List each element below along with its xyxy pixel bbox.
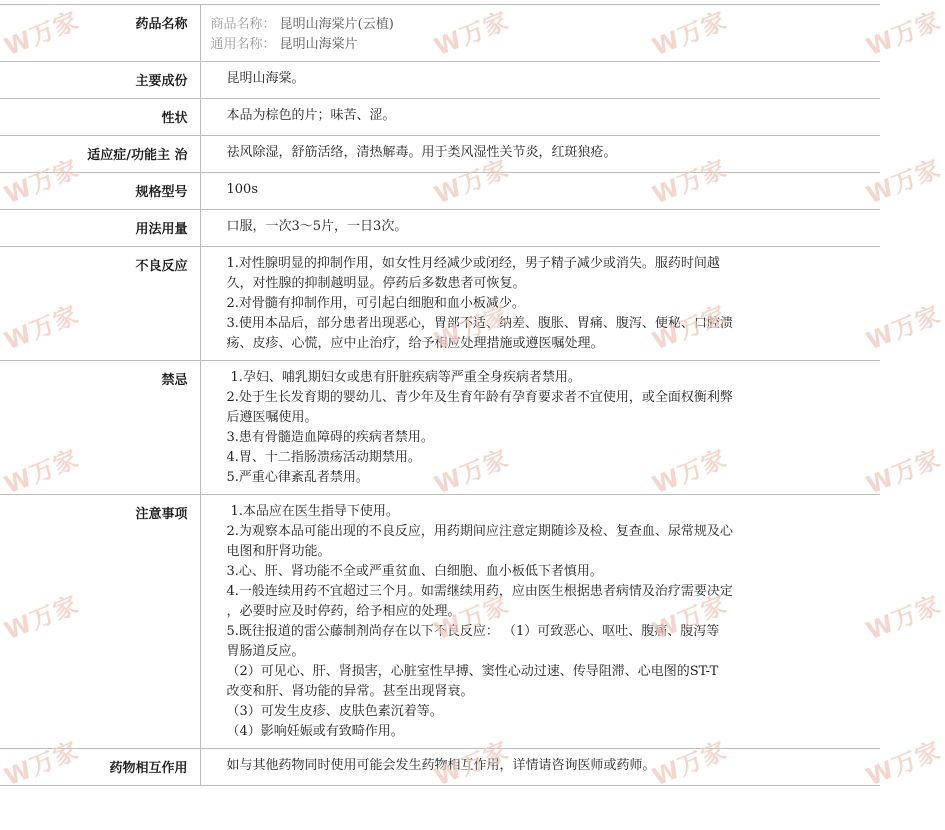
watermark-logo: W万家 <box>0 590 83 646</box>
watermark-logo: W万家 <box>648 590 731 646</box>
row-ingredients <box>0 62 880 99</box>
watermark-logo: W万家 <box>648 154 731 210</box>
watermark-logo: W万家 <box>0 444 83 500</box>
watermark-logo: W万家 <box>0 154 83 210</box>
value-spec: 100s <box>200 173 880 210</box>
watermark-logo: W万家 <box>430 444 513 500</box>
text-line: 4.胃、十二指肠溃疡活动期禁用。 <box>226 450 421 465</box>
text-line: 疡、皮疹、心慌，应中止治疗，给予相应处理措施或遵医嘱处理。 <box>226 336 604 351</box>
watermark-logo: W万家 <box>0 736 83 792</box>
text-line: ，必要时应及时停药，给予相应的处理。 <box>226 604 461 619</box>
value-precautions <box>200 495 880 749</box>
label-dosage: 用法用量 <box>0 210 200 247</box>
watermark-logo: W万家 <box>430 590 513 646</box>
text-line: 3.使用本品后，部分患者出现恶心，胃部不适、纳差、腹胀、胃痛、腹泻、便秘、口腔溃 <box>226 316 733 331</box>
value-drug-name <box>200 5 880 62</box>
text-line: 3.患有骨髓造血障碍的疾病者禁用。 <box>226 430 434 445</box>
row-spec <box>0 173 880 210</box>
text-line: 2.处于生长发育期的婴幼儿、青少年及生育年龄有孕育要求者不宜使用，或全面权衡利弊 <box>226 390 733 405</box>
text-line: 2.对骨髓有抑制作用，可引起白细胞和血小板减少。 <box>226 296 525 311</box>
watermark-logo: W万家 <box>862 736 945 792</box>
generic-name-key: 通用名称： <box>210 37 276 52</box>
watermark-logo: W万家 <box>862 444 945 500</box>
value-indication: 祛风除湿，舒筋活络，清热解毒。用于类风湿性关节炎，红斑狼疮。 <box>200 136 880 173</box>
label-ingredients: 主要成份 <box>0 62 200 99</box>
watermark-logo: W万家 <box>0 6 83 62</box>
watermark-logo: W万家 <box>862 590 945 646</box>
trade-name <box>211 15 781 35</box>
watermark-logo: W万家 <box>862 154 945 210</box>
watermark-logo: W万家 <box>430 300 513 356</box>
generic-name-value: 昆明山海棠片 <box>279 37 358 52</box>
value-dosage: 口服，一次3～5片，一日3次。 <box>200 210 880 247</box>
text-line: 改变和肝、肾功能的异常。甚至出现肾衰。 <box>226 684 474 699</box>
watermark-logo: W万家 <box>862 300 945 356</box>
text-line: 3.心、肝、肾功能不全或严重贫血、白细胞、血小板低下者慎用。 <box>226 564 603 579</box>
label-spec: 规格型号 <box>0 173 200 210</box>
text-line: （3）可发生皮疹、皮肤色素沉着等。 <box>226 704 443 719</box>
text-line: 1.本品应在医生指导下使用。 <box>230 504 399 519</box>
label-appearance: 性状 <box>0 99 200 136</box>
generic-name <box>211 35 781 55</box>
label-interactions: 药物相互作用 <box>0 749 200 786</box>
watermark-logo: W万家 <box>430 6 513 62</box>
text-line: 2.为观察本品可能出现的不良反应，用药期间应注意定期随诊及检、复查血、尿常规及心 <box>226 524 733 539</box>
text-line: 久，对性腺的抑制越明显。停药后多数患者可恢复。 <box>226 276 526 291</box>
value-interactions: 如与其他药物同时使用可能会发生药物相互作用，详情请咨询医师或药师。 <box>200 749 880 786</box>
text-line: 电图和肝肾功能。 <box>226 544 331 559</box>
row-interactions <box>0 749 880 786</box>
watermark-logo: W万家 <box>430 154 513 210</box>
text-line: 1.对性腺明显的抑制作用，如女性月经减少或闭经，男子精子减少或消失。服药时间越 <box>226 256 720 271</box>
watermark-logo: W万家 <box>862 6 945 62</box>
value-ingredients: 昆明山海棠。 <box>200 62 880 99</box>
text-line: 胃肠道反应。 <box>226 644 305 659</box>
label-contraindications: 禁忌 <box>0 361 200 495</box>
drug-info-table <box>0 4 880 786</box>
text-line: 1.孕妇、哺乳期妇女或患有肝脏疾病等严重全身疾病者禁用。 <box>230 370 581 385</box>
value-contraindications <box>200 361 880 495</box>
text-line: 5.既往报道的雷公藤制剂尚存在以下不良反应： （1）可致恶心、呕吐、腹痛、腹泻等 <box>226 624 720 639</box>
watermark-logo: W万家 <box>648 300 731 356</box>
text-line: 4.一般连续用药不宜超过三个月。如需继续用药，应由医生根据患者病情及治疗需要决定 <box>226 584 733 599</box>
row-contraindications <box>0 361 880 495</box>
label-indication-line: 适应症/功能主 <box>87 148 170 163</box>
row-dosage <box>0 210 880 247</box>
text-line: 5.严重心律紊乱者禁用。 <box>226 470 369 485</box>
row-drug-name <box>0 5 880 62</box>
label-precautions: 注意事项 <box>0 495 200 749</box>
row-precautions <box>0 495 880 749</box>
label-drug-name: 药品名称 <box>0 5 200 62</box>
text-line: （4）影响妊娠或有致畸作用。 <box>226 724 404 739</box>
trade-name-value: 昆明山海棠片(云植) <box>279 17 394 32</box>
watermark-logo: W万家 <box>430 736 513 792</box>
watermark-logo: W万家 <box>648 6 731 62</box>
label-indication <box>0 136 200 173</box>
row-appearance <box>0 99 880 136</box>
row-indication <box>0 136 880 173</box>
trade-name-key: 商品名称： <box>210 17 276 32</box>
text-line: （2）可见心、肝、肾损害，心脏室性早搏、窦性心动过速、传导阻滞、心电图的ST-T <box>226 664 719 679</box>
watermark-logo: W万家 <box>648 736 731 792</box>
label-adverse: 不良反应 <box>0 247 200 361</box>
watermark-logo: W万家 <box>648 444 731 500</box>
text-line: 后遵医嘱使用。 <box>226 410 318 425</box>
label-indication-line: 治 <box>174 148 188 163</box>
value-adverse <box>200 247 880 361</box>
row-adverse <box>0 247 880 361</box>
value-appearance: 本品为棕色的片；味苦、涩。 <box>200 99 880 136</box>
watermark-logo: W万家 <box>0 300 83 356</box>
